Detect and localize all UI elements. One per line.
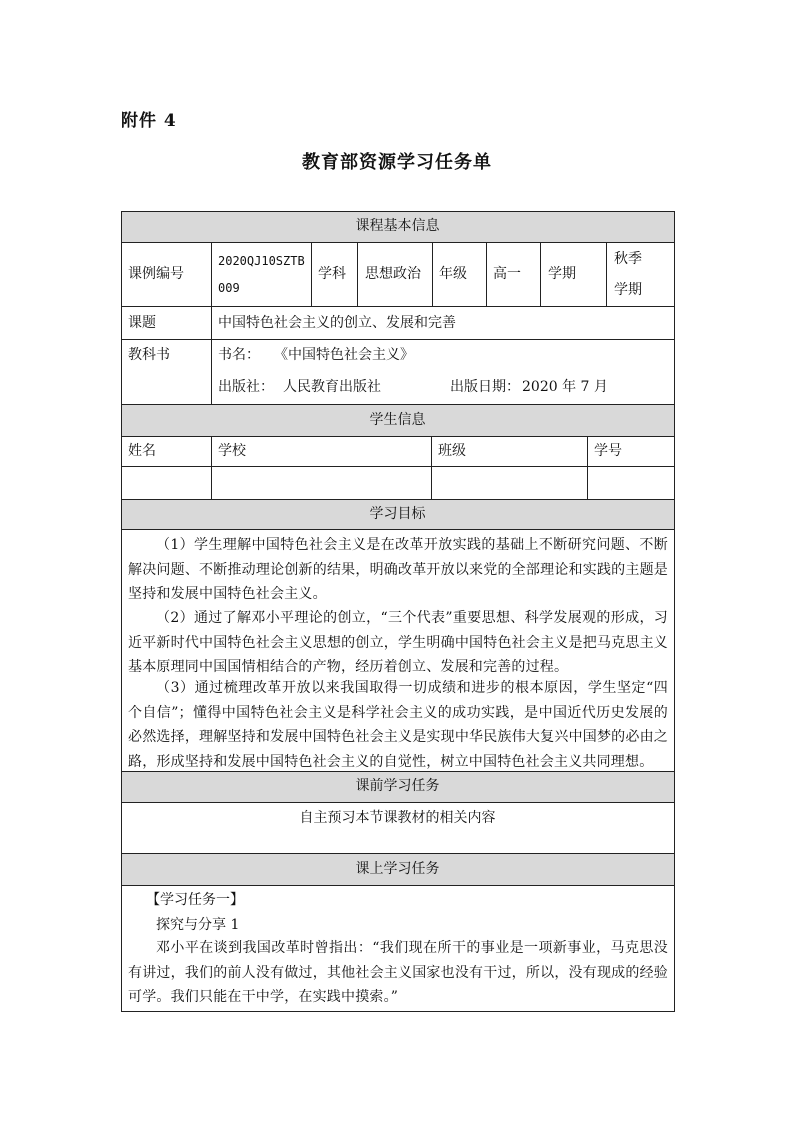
subject-label: 学科	[318, 266, 346, 282]
rule	[121, 466, 674, 467]
pub-date-label: 出版日期：	[450, 379, 520, 395]
publisher-value: 人民教育出版社	[283, 379, 381, 395]
rule	[311, 242, 312, 306]
student-info-header: 学生信息	[369, 412, 426, 428]
rule	[357, 242, 358, 306]
rule	[121, 499, 674, 500]
rule	[674, 211, 675, 1012]
textbook-label: 教科书	[128, 347, 170, 363]
book-name-value: 《中国特色社会主义》	[274, 347, 414, 363]
rule	[121, 211, 674, 212]
term-value-line1: 秋季	[614, 251, 642, 267]
in-class-header: 课上学习任务	[355, 861, 440, 877]
rule	[121, 306, 674, 307]
basic-info-header: 课程基本信息	[355, 218, 440, 234]
rule	[486, 242, 487, 306]
rule	[121, 436, 674, 437]
publisher-label: 出版社：	[218, 379, 274, 395]
quote-paragraph: 邓小平在谈到我国改革时曾指出：“我们现在所干的事业是一项新事业，马克思没有讲过，我们的前人没有做过，其他社会主义国家也没有干过，所以，没有现成的经验可学。我们只能在干中学，在实践中摸索。”	[128, 940, 668, 1005]
rule	[121, 853, 674, 854]
rule	[121, 885, 674, 886]
term-value-line2: 学期	[614, 282, 642, 298]
pre-class-task: 自主预习本节课教材的相关内容	[299, 810, 496, 826]
rule	[121, 1011, 675, 1012]
topic-value: 中国特色社会主义的创立、发展和完善	[218, 315, 456, 331]
rule	[121, 339, 674, 340]
rule	[432, 242, 433, 306]
student-school-label: 学校	[218, 443, 246, 459]
rule	[211, 436, 212, 499]
rule	[121, 529, 674, 530]
student-class-label: 班级	[438, 443, 466, 459]
rule	[211, 242, 212, 404]
rule	[587, 436, 588, 499]
student-id-label: 学号	[594, 443, 622, 459]
book-name-label: 书名：	[218, 347, 260, 363]
objective-1: （1）学生理解中国特色社会主义是在改革开放实践的基础上不断研究问题、不断解决问题、不断推动理论创新的结果，明确改革开放以来党的全部理论和实践的主题是坚持和发展中国特色社会主义。	[128, 537, 668, 602]
rule	[540, 242, 541, 306]
annex-label: 附件 4	[121, 111, 177, 131]
objective-2: （2）通过了解邓小平理论的创立，“三个代表”重要思想、科学发展观的形成，习近平新时代中国特色社会主义思想的创立，学生明确中国特色社会主义是把马克思主义基本原理同中国国情相结合的产物，经历着创立、发展和完善的过程。	[128, 610, 668, 675]
case-no-label: 课例编号	[128, 266, 184, 282]
pub-date-value: 2020 年 7 月	[522, 379, 608, 395]
objectives-header: 学习目标	[369, 506, 426, 522]
rule	[121, 242, 674, 243]
document-title: 教育部资源学习任务单	[302, 152, 492, 173]
pre-class-header: 课前学习任务	[355, 778, 440, 794]
subject-value: 思想政治	[365, 266, 421, 282]
grade-value: 高一	[493, 266, 521, 282]
task-heading: 【学习任务一】	[146, 892, 244, 908]
objective-3: （3）通过梳理改革开放以来我国取得一切成绩和进步的根本原因，学生坚定“四个自信”；懂得中国特色社会主义是科学社会主义的成功实践，是中国近代历史发展的必然选择，理解坚持和发展中国特色社会主义是实现中华民族伟大复兴中国梦的必由之路，形成坚持和发展中国特色社会主义的自觉性，树立中国特色社会主义共同理想。	[128, 680, 668, 770]
explore-label: 探究与分享 1	[156, 917, 240, 933]
topic-label: 课题	[128, 315, 156, 331]
rule	[606, 242, 607, 306]
case-no-line2: 009	[218, 281, 240, 295]
rule	[121, 211, 122, 1012]
rule	[121, 802, 674, 803]
rule	[431, 436, 432, 499]
rule	[121, 404, 674, 405]
case-no-line1: 2020QJ10SZTB	[218, 254, 305, 268]
student-name-label: 姓名	[128, 443, 156, 459]
grade-label: 年级	[439, 266, 467, 282]
term-label: 学期	[548, 266, 576, 282]
